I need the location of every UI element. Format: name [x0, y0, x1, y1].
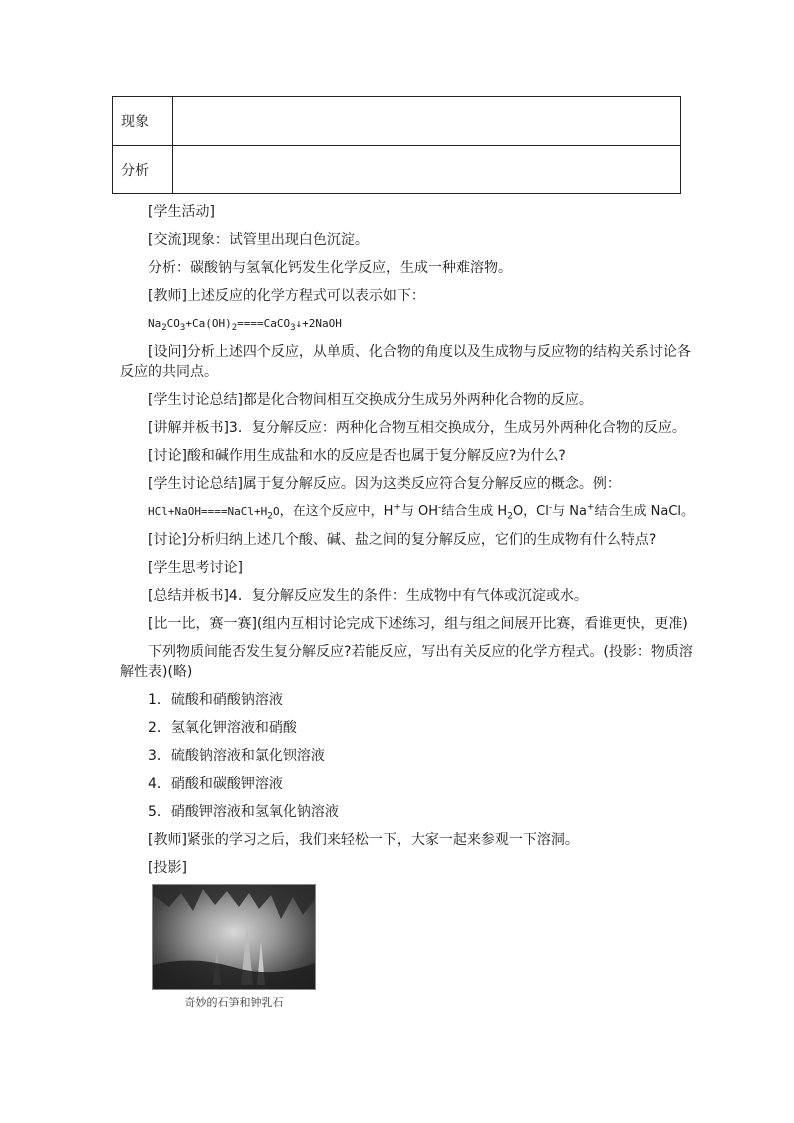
chemical-equation: $Na_2CO_3+Ca(OH)_2====CaCO_3↓+2NaOH$	[148, 317, 342, 334]
paragraph: [讲解并板书]3．复分解反应：两种化合物互相交换成分，生成另外两种化合物的反应。	[148, 420, 686, 436]
row-label-phenomenon: 现象	[113, 97, 173, 146]
row-label-analysis: 分析	[113, 146, 173, 194]
paragraph: [教师]紧张的学习之后，我们来轻松一下，大家一起来参观一下溶洞。	[148, 832, 579, 848]
paragraph: [学生讨论总结]属于复分解反应。因为这类反应符合复分解反应的概念。例：	[148, 476, 621, 492]
cave-photo-figure	[148, 880, 320, 1020]
observation-table	[112, 96, 681, 194]
paragraph: [讨论]酸和碱作用生成盐和水的反应是否也属于复分解反应?为什么?	[148, 448, 566, 464]
table-row	[113, 97, 681, 146]
list-item: 2．氢氧化钾溶液和硝酸	[148, 720, 297, 736]
lesson-text	[120, 200, 700, 878]
paragraph: 分析：碳酸钠与氢氧化钙发生化学反应，生成一种难溶物。	[148, 260, 512, 276]
paragraph: [设问]分析上述四个反应，从单质、化合物的角度以及生成物与反应物的结构关系讨论各反应的共同点。	[120, 344, 691, 380]
paragraph: [投影]	[148, 860, 187, 876]
list-item: 1．硫酸和硝酸钠溶液	[148, 692, 283, 708]
paragraph: [交流]现象：试管里出现白色沉淀。	[148, 232, 369, 248]
paragraph: [学生活动]	[148, 204, 215, 220]
table-row	[113, 146, 681, 194]
list-item: 5．硝酸钾溶液和氢氧化钠溶液	[148, 804, 339, 820]
paragraph: [总结并板书]4．复分解反应发生的条件：生成物中有气体或沉淀或水。	[148, 588, 588, 604]
list-item: 4．硝酸和碳酸钾溶液	[148, 776, 283, 792]
paragraph: [教师]上述反应的化学方程式可以表示如下：	[148, 288, 425, 304]
paragraph: [讨论]分析归纳上述几个酸、碱、盐之间的复分解反应，它们的生成物有什么特点?	[148, 532, 657, 548]
stalactite-illustration	[153, 885, 315, 989]
paragraph: [比一比，赛一赛](组内互相讨论完成下述练习，组与组之间展开比赛，看谁更快，更准)	[148, 616, 688, 632]
table-cell-empty	[173, 97, 681, 146]
paragraph: [学生讨论总结]都是化合物间相互交换成分生成另外两种化合物的反应。	[148, 392, 593, 408]
cave-photo	[152, 884, 316, 990]
list-item: 3．硫酸钠溶液和氯化钡溶液	[148, 748, 325, 764]
paragraph: [学生思考讨论]	[148, 560, 243, 576]
paragraph: 下列物质间能否发生复分解反应?若能反应，写出有关反应的化学方程式。(投影：物质溶解性表)(略)	[120, 644, 693, 680]
paragraph-with-equation: $HCl+NaOH====NaCl+H_2O$，在这个反应中，H+与 OH-结合生成 $H_2O$，Cl-与 Na+结合生成 NaCl。	[148, 502, 695, 522]
table-cell-empty	[173, 146, 681, 194]
figure-caption: 奇妙的石笋和钟乳石	[184, 996, 284, 1009]
